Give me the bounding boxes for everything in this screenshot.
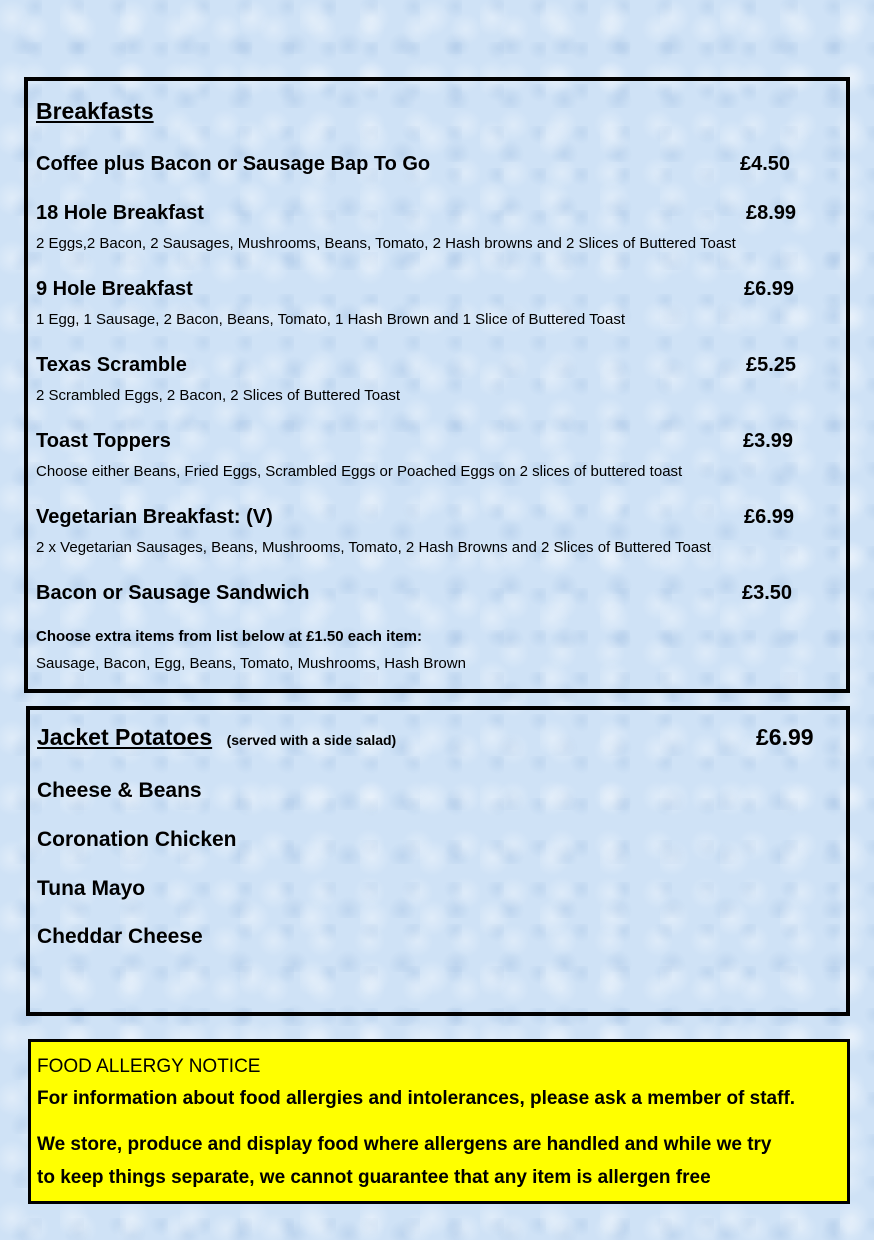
breakfasts-section [24,77,850,693]
menu-item-name: Texas Scramble [36,354,187,376]
menu-item-name: 18 Hole Breakfast [36,202,204,224]
jacket-heading: Jacket Potatoes [37,724,213,750]
extras-title: Choose extra items from list below at £1.50 each item: [36,628,422,645]
breakfasts-heading: Breakfasts [36,98,154,124]
jacket-item: Tuna Mayo [37,877,146,900]
jacket-price: £6.99 [756,724,814,750]
menu-item-price: £5.25 [746,354,797,376]
allergy-notice [28,1039,850,1204]
allergy-line: to keep things separate, we cannot guarantee that any item is allergen free [37,1167,711,1188]
jacket-note: (served with a side salad) [226,732,397,748]
allergy-line: We store, produce and display food where allergens are handled and while we try [37,1134,772,1155]
menu-item-description: Choose either Beans, Fried Eggs, Scrambled Eggs or Poached Eggs on 2 slices of buttered toast [36,463,683,480]
jacket-item: Cheddar Cheese [37,925,203,948]
extras-list: Sausage, Bacon, Egg, Beans, Tomato, Mushrooms, Hash Brown [36,655,466,672]
menu-item-price: £3.99 [743,430,794,452]
menu-item-name: Coffee plus Bacon or Sausage Bap To Go [36,153,431,175]
menu-item-price: £6.99 [744,278,795,300]
menu-item-name: Toast Toppers [36,430,171,452]
menu-item-name: 9 Hole Breakfast [36,278,193,300]
jacket-item: Coronation Chicken [37,828,237,851]
menu-item-description: 2 x Vegetarian Sausages, Beans, Mushrooms, Tomato, 2 Hash Browns and 2 Slices of Buttered Toast [36,539,711,556]
menu-item-price: £8.99 [746,202,797,224]
menu-item-price: £3.50 [742,582,793,604]
menu-item-description: 2 Eggs,2 Bacon, 2 Sausages, Mushrooms, Beans, Tomato, 2 Hash browns and 2 Slices of Buttered Toast [36,235,736,252]
menu-item-description: 2 Scrambled Eggs, 2 Bacon, 2 Slices of Buttered Toast [36,387,401,404]
jacket-heading-row [37,724,396,751]
menu-item-price: £4.50 [740,153,791,175]
menu-item-description: 1 Egg, 1 Sausage, 2 Bacon, Beans, Tomato, 1 Hash Brown and 1 Slice of Buttered Toast [36,311,625,328]
jacket-item: Cheese & Beans [37,779,202,802]
menu-item-price: £6.99 [744,506,795,528]
allergy-title: FOOD ALLERGY NOTICE [37,1056,261,1077]
menu-item-name: Vegetarian Breakfast: (V) [36,506,273,528]
allergy-line: For information about food allergies and intolerances, please ask a member of staff. [37,1088,796,1109]
jacket-potatoes-section [26,706,850,1016]
menu-item-name: Bacon or Sausage Sandwich [36,582,310,604]
